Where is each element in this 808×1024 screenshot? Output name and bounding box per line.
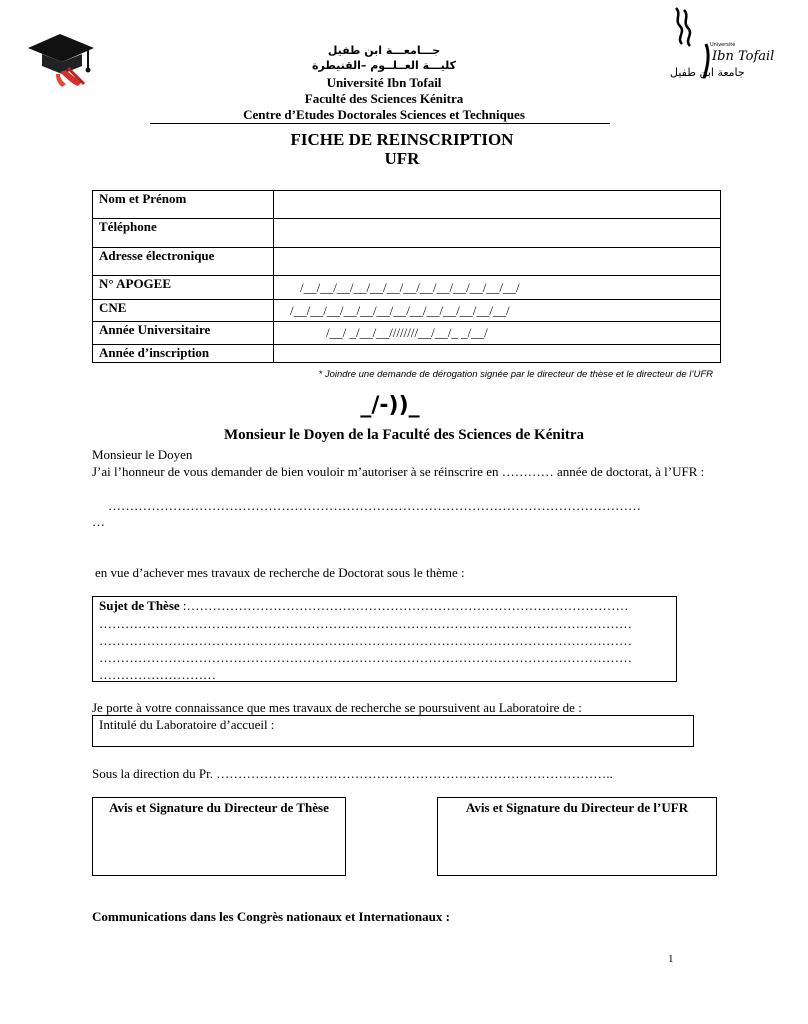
centre-name: Centre d’Etudes Doctorales Sciences et Techniques (243, 107, 525, 122)
sujet-these-line (99, 598, 705, 614)
page-number: 1 (668, 953, 674, 965)
signature-directeur-ufr-label: Avis et Signature du Directeur de l’UFR (465, 800, 689, 815)
signature-directeur-these-label: Avis et Signature du Directeur de Thèse (109, 800, 329, 815)
cne-label: CNE (93, 300, 274, 322)
apogee-field[interactable]: /__/__/__/__/__/__/__/__/__/__/__/__/__/ (274, 276, 721, 300)
sujet-these-label: Sujet de Thèse (99, 598, 180, 613)
registration-info-table (92, 190, 721, 363)
theme-paragraph: en vue d’achever mes travaux de recherche de Doctorat sous le thème : (95, 565, 465, 580)
table-row (93, 345, 721, 363)
ufr-dots-line-end: … (92, 514, 105, 529)
telephone-field[interactable] (274, 219, 721, 248)
form-title: FICHE DE REINSCRIPTION (290, 130, 514, 149)
laboratoire-paragraph: Je porte à votre connaissance que mes travaux de recherche se poursuivent au Laboratoire de : (92, 700, 582, 715)
cne-field[interactable]: /__/__/__/__/__/__/__/__/__/__/__/__/__/ (274, 300, 721, 322)
table-row (93, 322, 721, 345)
direction-line[interactable]: Sous la direction du Pr. ……………………………………………………………………………….. (92, 766, 613, 781)
signature-directeur-ufr-box[interactable] (437, 797, 717, 876)
communications-heading: Communications dans les Congrès nationaux et Internationaux : (92, 909, 450, 924)
annee-inscription-label: Année d’inscription (93, 345, 274, 363)
logo-universite-label: Université (710, 42, 736, 48)
table-row (93, 276, 721, 300)
annee-universitaire-field[interactable]: /__/ _/__/__////////__/__/_ _/__/ (274, 322, 721, 345)
annee-inscription-field[interactable] (274, 345, 721, 363)
sujet-dots-line: …………………………………………………………………………………………………………… (99, 616, 632, 631)
nom-prenom-label: Nom et Prénom (93, 191, 274, 219)
laboratoire-label: Intitulé du Laboratoire d’accueil : (99, 717, 275, 732)
logo-arabic-label: جامعة ابن طفيل (670, 66, 745, 79)
university-name: Université Ibn Tofail (326, 75, 442, 90)
table-row (93, 300, 721, 322)
derogation-note: * Joindre une demande de dérogation signée par le directeur de thèse et le directeur de l’UFR (318, 369, 713, 380)
apogee-label: N° APOGEE (93, 276, 274, 300)
telephone-label: Téléphone (93, 219, 274, 248)
adresse-electronique-label: Adresse électronique (93, 248, 274, 276)
adresse-electronique-field[interactable] (274, 248, 721, 276)
request-paragraph: J’ai l’honneur de vous demander de bien vouloir m’autoriser à se réinscrire en ………… année de doctorat, à l’UFR : (92, 464, 705, 479)
signature-directeur-these-box[interactable] (92, 797, 346, 876)
doyen-heading: Monsieur le Doyen de la Faculté des Sciences de Kénitra (223, 427, 585, 443)
salutation: Monsieur le Doyen (92, 447, 193, 462)
header-divider (150, 123, 610, 124)
nom-prenom-field[interactable] (274, 191, 721, 219)
logo-ibn-tofail-label: Ibn Tofail (712, 49, 775, 64)
sujet-dots-line: ……………………… (99, 667, 216, 682)
arabic-university-name: جـــامعـــة ابن طفيل (327, 44, 441, 57)
sujet-dots-line: …………………………………………………………………………………………………………… (99, 650, 632, 665)
table-row (93, 248, 721, 276)
faculty-name: Faculté des Sciences Kénitra (304, 91, 464, 106)
ufr-dots-line[interactable]: …………………………………………………………………………………………………………… (108, 498, 641, 513)
form-subtitle: UFR (384, 149, 420, 168)
sujet-these-colon-dots: :………………………………………………………………………………………… (182, 598, 629, 613)
table-row (93, 219, 721, 248)
laboratoire-box[interactable] (92, 715, 694, 747)
annee-universitaire-label: Année Universitaire (93, 322, 274, 345)
table-row (93, 191, 721, 219)
separator-symbol: _/-))_ (360, 393, 420, 418)
sujet-dots-line: …………………………………………………………………………………………………………… (99, 633, 632, 648)
arabic-faculty-name: كليـــة العــلــوم –القنيطرة (312, 59, 456, 72)
